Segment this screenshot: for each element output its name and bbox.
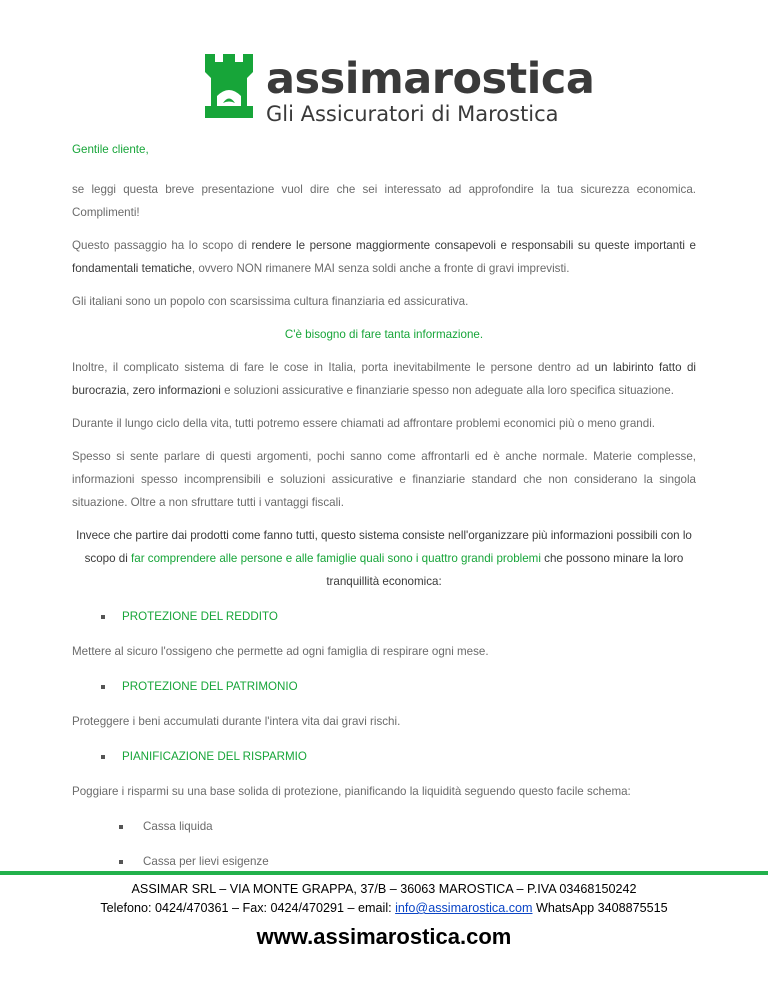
text-asset-protection: Proteggere i beni accumulati durante l'intera vita dai gravi rischi. <box>72 715 401 728</box>
bullet-asset-protection: PROTEZIONE DEL PATRIMONIO <box>72 675 696 698</box>
sub-bullet-minor-needs: Cassa per lievi esigenze <box>72 850 696 873</box>
greeting: Gentile cliente, <box>72 143 149 156</box>
footer <box>0 880 768 952</box>
bullet-square-icon <box>119 825 123 829</box>
bullet-square-icon <box>101 615 105 619</box>
letter-body <box>72 138 696 873</box>
sub-bullet-cash: Cassa liquida <box>72 815 696 838</box>
bullet-income-protection: PROTEZIONE DEL REDDITO <box>72 605 696 628</box>
paragraph-intro: se leggi questa breve presentazione vuol dire che sei interessato ad approfondire la tua sicurezza economica. Complimenti! <box>72 183 696 219</box>
brand-tagline: Gli Assicuratori di Marostica <box>266 102 559 126</box>
footer-divider <box>0 871 768 875</box>
paragraph-culture: Gli italiani sono un popolo con scarsissima cultura finanziaria ed assicurativa. <box>72 295 469 308</box>
text-savings-planning: Poggiare i risparmi su una base solida di protezione, pianificando la liquidità seguendo questo facile schema: <box>72 785 631 798</box>
bullet-savings-planning: PIANIFICAZIONE DEL RISPARMIO <box>72 745 696 768</box>
paragraph-system: Invece che partire dai prodotti come fanno tutti, questo sistema consiste nell'organizzare più informazioni possibili con lo scopo di far comprendere alle persone e alle famiglie quali sono i quattro grandi problemi che possono minare la loro tranquillità economica: <box>76 529 692 588</box>
website-url: www.assimarostica.com <box>256 924 512 949</box>
paragraph-life-cycle: Durante il lungo ciclo della vita, tutti potremo essere chiamati ad affrontare problemi economici più o meno grandi. <box>72 417 655 430</box>
company-logo <box>202 54 594 126</box>
bullet-square-icon <box>101 685 105 689</box>
text-income-protection: Mettere al sicuro l'ossigeno che permette ad ogni famiglia di respirare ogni mese. <box>72 645 489 658</box>
paragraph-labyrinth: Inoltre, il complicato sistema di fare le cose in Italia, porta inevitabilmente le persone dentro ad un labirinto fatto di burocrazia, zero informazioni e soluzioni assicurative e finanziarie spesso non adeguate alla loro specifica situazione. <box>72 361 696 397</box>
footer-contacts: Telefono: 0424/470361 – Fax: 0424/470291 – email: info@assimarostica.com WhatsApp 3408875515 <box>100 901 668 915</box>
paragraph-complexity: Spesso si sente parlare di questi argomenti, pochi sanno come affrontarli ed è anche normale. Materie complesse, informazioni spesso incomprensibili e soluzioni assicurative e finanziarie standard che non considerano la singola situazione. Oltre a non sfruttare tutti i vantaggi fiscali. <box>72 450 696 509</box>
footer-company-address: ASSIMAR SRL – VIA MONTE GRAPPA, 37/B – 36063 MAROSTICA – P.IVA 03468150242 <box>131 882 637 896</box>
brand-name: assimarostica <box>266 54 595 104</box>
email-link[interactable]: info@assimarostica.com <box>395 901 533 915</box>
bullet-square-icon <box>119 860 123 864</box>
paragraph-purpose: Questo passaggio ha lo scopo di rendere le persone maggiormente consapevoli e responsabili su queste importanti e fondamentali tematiche, ovvero NON rimanere MAI senza soldi anche a fronte di gravi imprevisti. <box>72 239 696 275</box>
paragraph-information: C'è bisogno di fare tanta informazione. <box>284 328 484 341</box>
bullet-square-icon <box>101 755 105 759</box>
tower-logo-icon <box>202 54 256 118</box>
